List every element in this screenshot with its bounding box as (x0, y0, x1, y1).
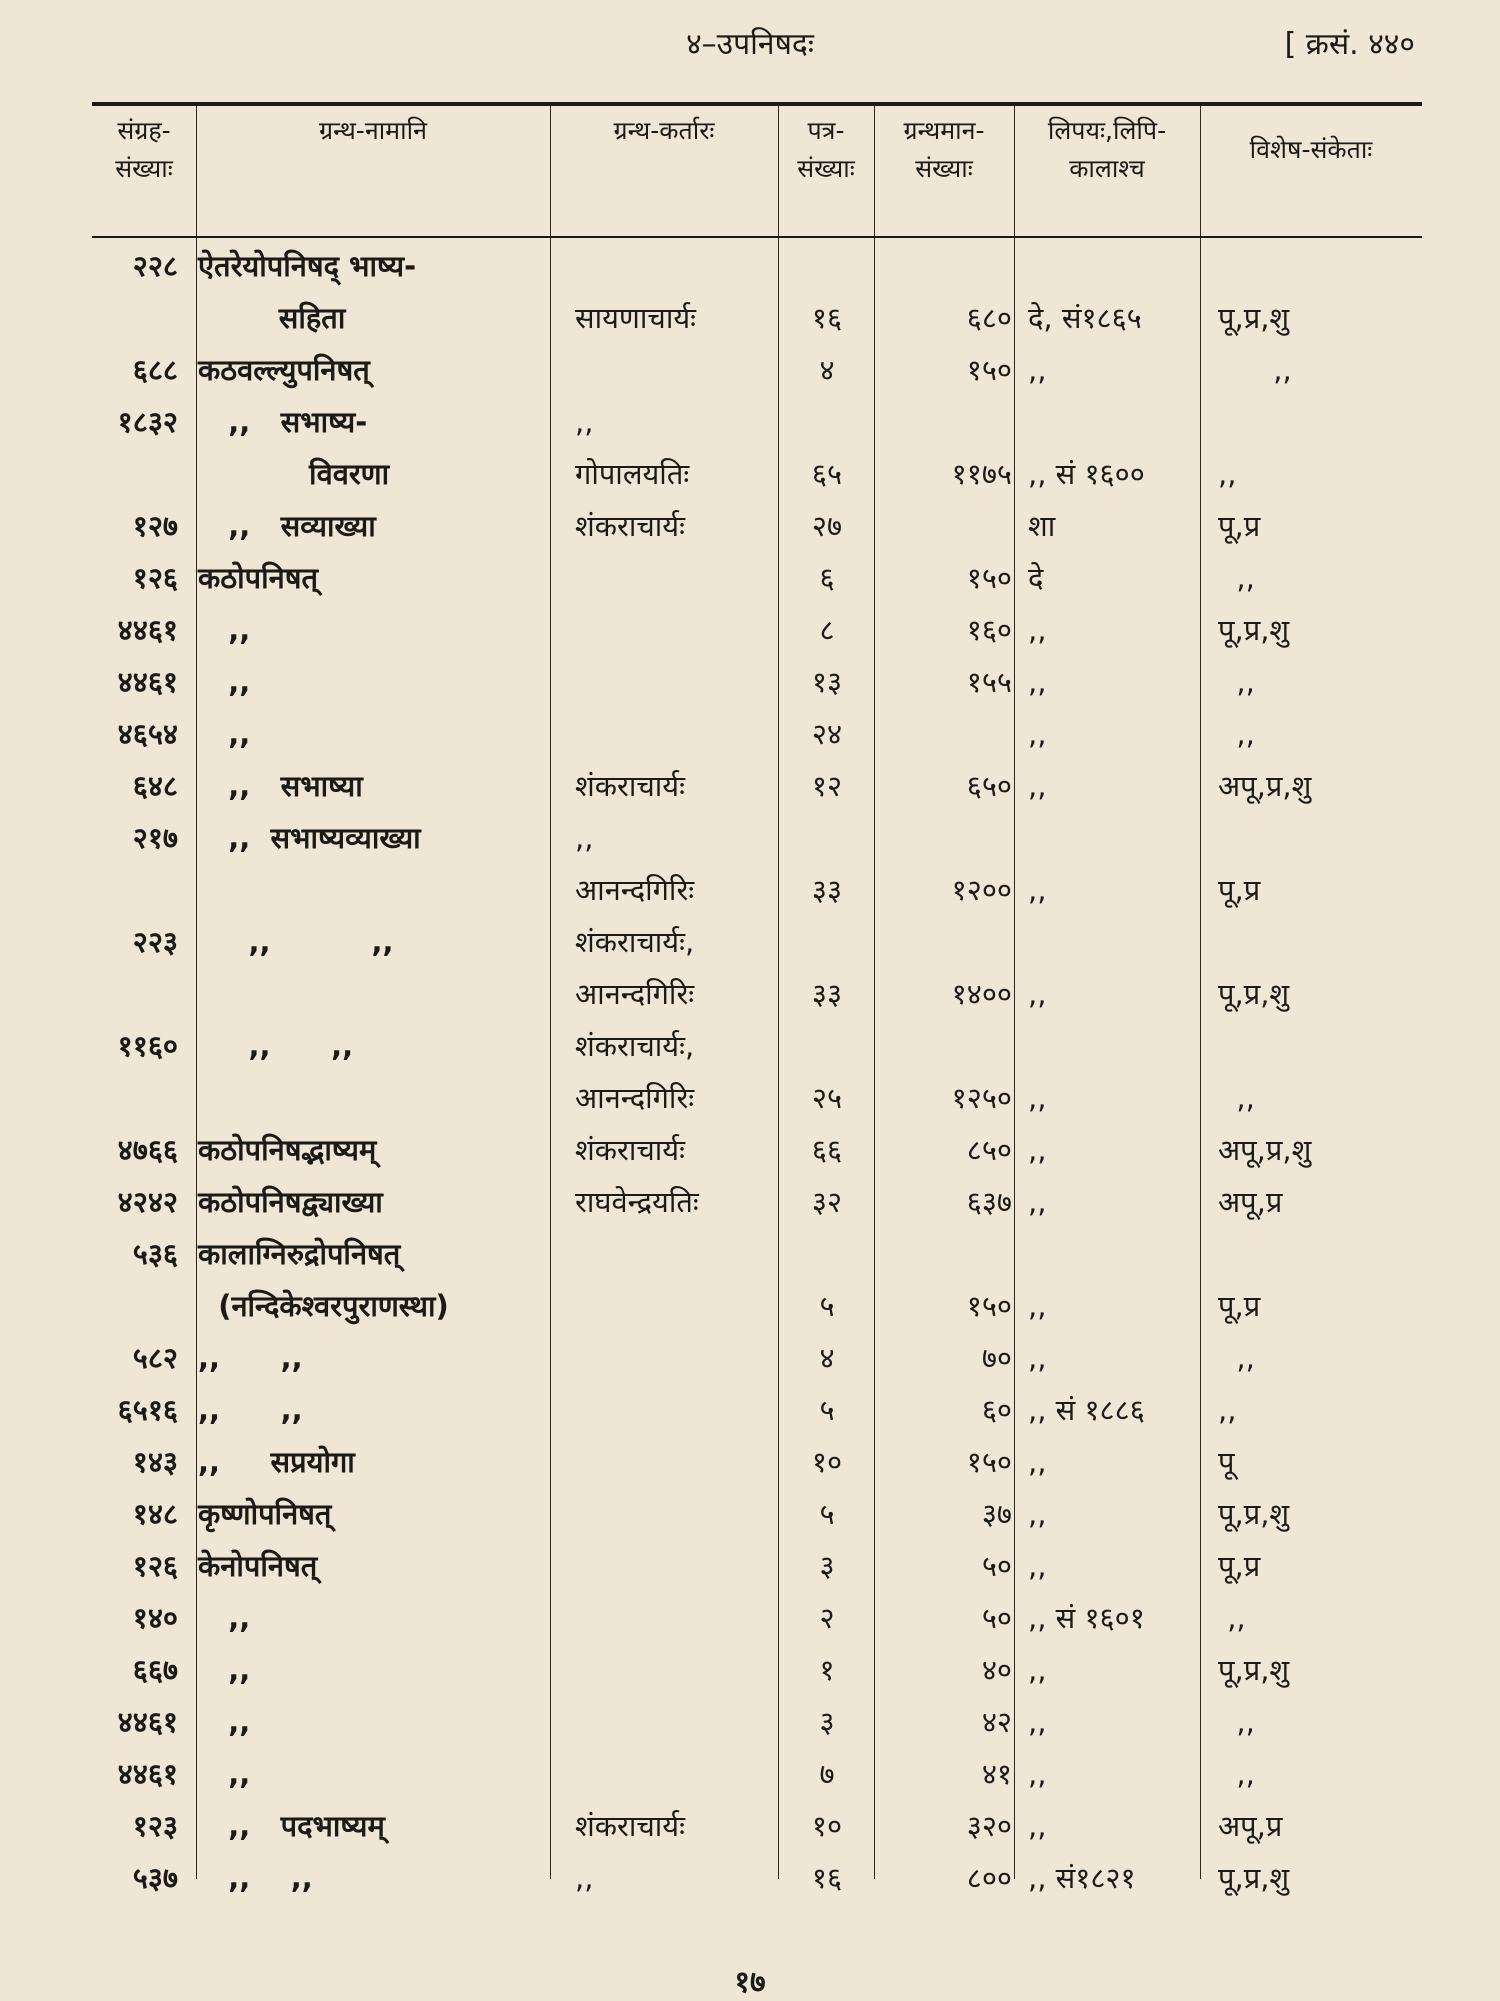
script-date: ,, (1028, 665, 1047, 699)
colhead-vishesha: विशेष-संकेताः (1249, 135, 1373, 164)
accession-number: २२८ (132, 249, 178, 283)
script-date: ,, (1028, 1497, 1047, 1531)
text-title: ,, पदभाष्यम् (198, 1809, 385, 1843)
author-name: ,, (575, 405, 594, 439)
folio-count: १० (811, 1445, 843, 1479)
author-name: राघवेन्द्रयतिः (575, 1185, 699, 1219)
script-date: ,, सं१८२१ (1028, 1861, 1136, 1895)
folio-count: ५ (819, 1497, 835, 1531)
folio-count: ६ (819, 561, 835, 595)
table-row (0, 1020, 1500, 1072)
table-row (0, 1228, 1500, 1280)
script-date: दे (1028, 561, 1044, 595)
table-row (0, 1852, 1500, 1904)
granthamana-count: ५० (981, 1601, 1012, 1635)
remarks: पू (1218, 1445, 1235, 1479)
text-title: ,, सभाष्य- (198, 405, 368, 439)
author-name: गोपालयतिः (575, 457, 690, 491)
remarks: ,, (1218, 1705, 1255, 1739)
folio-count: ३ (819, 1705, 835, 1739)
author-name: शंकराचार्यः (575, 769, 685, 803)
text-title: ,, ,, (198, 1393, 303, 1427)
text-title: केनोपनिषत् (198, 1549, 318, 1583)
table-row (0, 1072, 1500, 1124)
granthamana-count: ५० (981, 1549, 1012, 1583)
table-row (0, 1332, 1500, 1384)
granthamana-count: ६३७ (966, 1185, 1012, 1219)
folio-count: ८ (819, 613, 835, 647)
remarks: ,, (1218, 665, 1255, 699)
script-date: ,, (1028, 613, 1047, 647)
remarks: ,, (1218, 1601, 1246, 1635)
table-row (0, 1176, 1500, 1228)
script-date: ,, (1028, 1133, 1047, 1167)
accession-number: ४४६१ (117, 1705, 178, 1739)
page-header-serial: [ क्रसं. ४४० (1284, 27, 1415, 62)
table-row (0, 1592, 1500, 1644)
script-date: ,, (1028, 1185, 1047, 1219)
text-title: ऐतरेयोपनिषद् भाष्य- (198, 249, 417, 283)
granthamana-count: १५० (966, 561, 1012, 595)
remarks: ,, (1218, 1393, 1237, 1427)
table-row (0, 1540, 1500, 1592)
column-header-rule (92, 236, 1422, 238)
remarks: पू,प्र (1218, 1549, 1261, 1583)
accession-number: १२६ (132, 561, 178, 595)
table-row (0, 1800, 1500, 1852)
text-title: ,, (198, 1705, 251, 1739)
page-header-title: ४–उपनिषदः (686, 27, 814, 62)
remarks: पू,प्र,शु (1218, 1861, 1290, 1895)
author-name: शंकराचार्यः (575, 1809, 685, 1843)
colhead-karta: ग्रन्थ-कर्तारः (613, 116, 715, 145)
text-title: ,, (198, 1601, 251, 1635)
folio-count: १६ (811, 1861, 843, 1895)
text-title: सहिता (198, 301, 346, 335)
text-title: कठवल्ल्युपनिषत् (198, 353, 370, 387)
granthamana-count: ४० (981, 1653, 1012, 1687)
script-date: ,, (1028, 717, 1047, 751)
author-name: आनन्दगिरिः (575, 1081, 695, 1115)
script-date: ,, (1028, 873, 1047, 907)
accession-number: ११६० (117, 1029, 178, 1063)
script-date: दे, सं१८६५ (1028, 301, 1142, 335)
table-row (0, 1488, 1500, 1540)
remarks: पू,प्र,शु (1218, 301, 1290, 335)
folio-count: ६६ (811, 1133, 843, 1167)
granthamana-count: ११७५ (951, 457, 1012, 491)
text-title: ,, सव्याख्या (198, 509, 376, 543)
table-row (0, 552, 1500, 604)
granthamana-count: ६० (981, 1393, 1012, 1427)
remarks: ,, (1218, 1757, 1255, 1791)
text-title: विवरणा (198, 457, 390, 491)
table-row (0, 656, 1500, 708)
text-title: ,, ,, (198, 1861, 313, 1895)
table-row (0, 448, 1500, 500)
catalogue-table-body (0, 240, 1500, 1904)
header-rule (92, 102, 1422, 106)
table-row (0, 604, 1500, 656)
colhead-sangraha: संग्रह- संख्याः (115, 116, 173, 183)
table-row (0, 864, 1500, 916)
table-row (0, 968, 1500, 1020)
script-date: शा (1028, 509, 1056, 543)
colhead-granthamana: ग्रन्थमान- संख्याः (903, 116, 985, 183)
page-number: १७ (734, 1965, 766, 2000)
script-date: ,, (1028, 1341, 1047, 1375)
folio-count: ३३ (811, 873, 843, 907)
text-title: ,, सभाष्या (198, 769, 363, 803)
script-date: ,, (1028, 769, 1047, 803)
folio-count: १३ (811, 665, 843, 699)
colhead-nama: ग्रन्थ-नामानि (319, 116, 427, 145)
accession-number: ४२४२ (117, 1185, 178, 1219)
accession-number: १२७ (132, 509, 178, 543)
granthamana-count: ३२० (966, 1809, 1012, 1843)
accession-number: १४८ (132, 1497, 178, 1531)
author-name: सायणाचार्यः (575, 301, 697, 335)
remarks: पू,प्र (1218, 1289, 1261, 1323)
remarks: ,, (1218, 1081, 1255, 1115)
folio-count: १० (811, 1809, 843, 1843)
remarks: अपू,प्र,शु (1218, 1133, 1312, 1167)
remarks: ,, (1218, 717, 1255, 751)
accession-number: ४७६६ (117, 1133, 178, 1167)
script-date: ,, (1028, 353, 1047, 387)
granthamana-count: १५० (966, 353, 1012, 387)
script-date: ,, (1028, 977, 1047, 1011)
folio-count: २ (819, 1601, 835, 1635)
folio-count: २७ (811, 509, 843, 543)
script-date: ,, (1028, 1809, 1047, 1843)
folio-count: १ (819, 1653, 835, 1687)
remarks: अपू,प्र (1218, 1185, 1283, 1219)
remarks: पू,प्र,शु (1218, 613, 1290, 647)
folio-count: १६ (811, 301, 843, 335)
granthamana-count: १२५० (951, 1081, 1012, 1115)
text-title: कठोपनिषत् (198, 561, 319, 595)
remarks: ,, (1218, 353, 1292, 387)
author-name: आनन्दगिरिः (575, 977, 695, 1011)
table-row (0, 500, 1500, 552)
table-row (0, 916, 1500, 968)
script-date: ,, सं १८८६ (1028, 1393, 1145, 1427)
folio-count: ५ (819, 1393, 835, 1427)
folio-count: २४ (811, 717, 843, 751)
accession-number: १२३ (132, 1809, 178, 1843)
granthamana-count: १५० (966, 1445, 1012, 1479)
accession-number: १८३२ (117, 405, 178, 439)
table-row (0, 240, 1500, 292)
table-row (0, 344, 1500, 396)
text-title: ,, (198, 717, 251, 751)
folio-count: ७ (819, 1757, 835, 1791)
author-name: ,, (575, 1861, 594, 1895)
author-name: शंकराचार्यः (575, 509, 685, 543)
table-row (0, 812, 1500, 864)
folio-count: ४ (819, 353, 835, 387)
table-row (0, 1748, 1500, 1800)
granthamana-count: ८५० (966, 1133, 1012, 1167)
text-title: ,, ,, (198, 1341, 303, 1375)
table-row (0, 396, 1500, 448)
remarks: ,, (1218, 561, 1255, 595)
script-date: ,, (1028, 1757, 1047, 1791)
accession-number: ६६७ (132, 1653, 178, 1687)
granthamana-count: ३७ (981, 1497, 1012, 1531)
table-row (0, 292, 1500, 344)
granthamana-count: १५५ (966, 665, 1012, 699)
table-row (0, 1280, 1500, 1332)
remarks: पू,प्र (1218, 873, 1261, 907)
remarks: ,, (1218, 457, 1237, 491)
folio-count: ५ (819, 1289, 835, 1323)
remarks: पू,प्र,शु (1218, 977, 1290, 1011)
text-title: ,, (198, 613, 251, 647)
accession-number: १४० (132, 1601, 178, 1635)
table-row (0, 1384, 1500, 1436)
granthamana-count: ४१ (981, 1757, 1012, 1791)
accession-number: ४४६१ (117, 613, 178, 647)
granthamana-count: १६० (966, 613, 1012, 647)
remarks: ,, (1218, 1341, 1255, 1375)
accession-number: ६५१६ (117, 1393, 178, 1427)
author-name: ,, (575, 821, 594, 855)
author-name: शंकराचार्यः, (575, 925, 695, 959)
folio-count: १२ (811, 769, 843, 803)
text-title: ,, ,, (198, 925, 394, 959)
accession-number: ६४८ (132, 769, 178, 803)
folio-count: ३३ (811, 977, 843, 1011)
author-name: शंकराचार्यः (575, 1133, 685, 1167)
table-row (0, 708, 1500, 760)
author-name: शंकराचार्यः, (575, 1029, 695, 1063)
accession-number: १४३ (132, 1445, 178, 1479)
script-date: ,, (1028, 1549, 1047, 1583)
text-title: कृष्णोपनिषत् (198, 1497, 332, 1531)
text-title: ,, सप्रयोगा (198, 1445, 355, 1479)
folio-count: ३२ (811, 1185, 843, 1219)
text-title: ,, (198, 665, 251, 699)
accession-number: ५३७ (132, 1861, 178, 1895)
accession-number: ५८२ (132, 1341, 178, 1375)
colhead-patra: पत्र- संख्याः (797, 116, 855, 183)
script-date: ,, (1028, 1445, 1047, 1479)
script-date: ,, (1028, 1289, 1047, 1323)
accession-number: ४४६१ (117, 665, 178, 699)
script-date: ,, (1028, 1705, 1047, 1739)
script-date: ,, (1028, 1653, 1047, 1687)
text-title: कालाग्निरुद्रोपनिषत् (198, 1237, 401, 1271)
folio-count: २५ (811, 1081, 843, 1115)
folio-count: ६५ (811, 457, 843, 491)
text-title: ,, (198, 1757, 251, 1791)
accession-number: २२३ (132, 925, 178, 959)
text-title: ,, सभाष्यव्याख्या (198, 821, 421, 855)
granthamana-count: ८०० (966, 1861, 1012, 1895)
text-title: (नन्दिकेश्वरपुराणस्था) (198, 1289, 449, 1323)
script-date: ,, सं १६०१ (1028, 1601, 1145, 1635)
accession-number: ६८८ (132, 353, 178, 387)
accession-number: ४६५४ (117, 717, 178, 751)
folio-count: ४ (819, 1341, 835, 1375)
script-date: ,, (1028, 1081, 1047, 1115)
granthamana-count: १४०० (951, 977, 1012, 1011)
granthamana-count: १५० (966, 1289, 1012, 1323)
remarks: अपू,प्र,शु (1218, 769, 1312, 803)
granthamana-count: ६५० (966, 769, 1012, 803)
table-row (0, 1124, 1500, 1176)
table-row (0, 1644, 1500, 1696)
script-date: ,, सं १६०० (1028, 457, 1145, 491)
author-name: आनन्दगिरिः (575, 873, 695, 907)
remarks: अपू,प्र (1218, 1809, 1283, 1843)
text-title: कठोपनिषद्भाष्यम् (198, 1133, 377, 1167)
table-row (0, 1696, 1500, 1748)
granthamana-count: १२०० (951, 873, 1012, 907)
granthamana-count: ४२ (981, 1705, 1012, 1739)
table-row (0, 1436, 1500, 1488)
text-title: ,, (198, 1653, 251, 1687)
text-title: कठोपनिषद्व्याख्या (198, 1185, 383, 1219)
accession-number: १२६ (132, 1549, 178, 1583)
table-row (0, 760, 1500, 812)
text-title: ,, ,, (198, 1029, 354, 1063)
remarks: पू,प्र (1218, 509, 1261, 543)
remarks: पू,प्र,शु (1218, 1653, 1290, 1687)
folio-count: ३ (819, 1549, 835, 1583)
accession-number: ४४६१ (117, 1757, 178, 1791)
remarks: पू,प्र,शु (1218, 1497, 1290, 1531)
accession-number: ५३६ (132, 1237, 178, 1271)
accession-number: २१७ (132, 821, 178, 855)
colhead-lipi: लिपयः,लिपि- कालाश्च (1047, 116, 1167, 183)
granthamana-count: ६८० (966, 301, 1012, 335)
granthamana-count: ७० (981, 1341, 1012, 1375)
